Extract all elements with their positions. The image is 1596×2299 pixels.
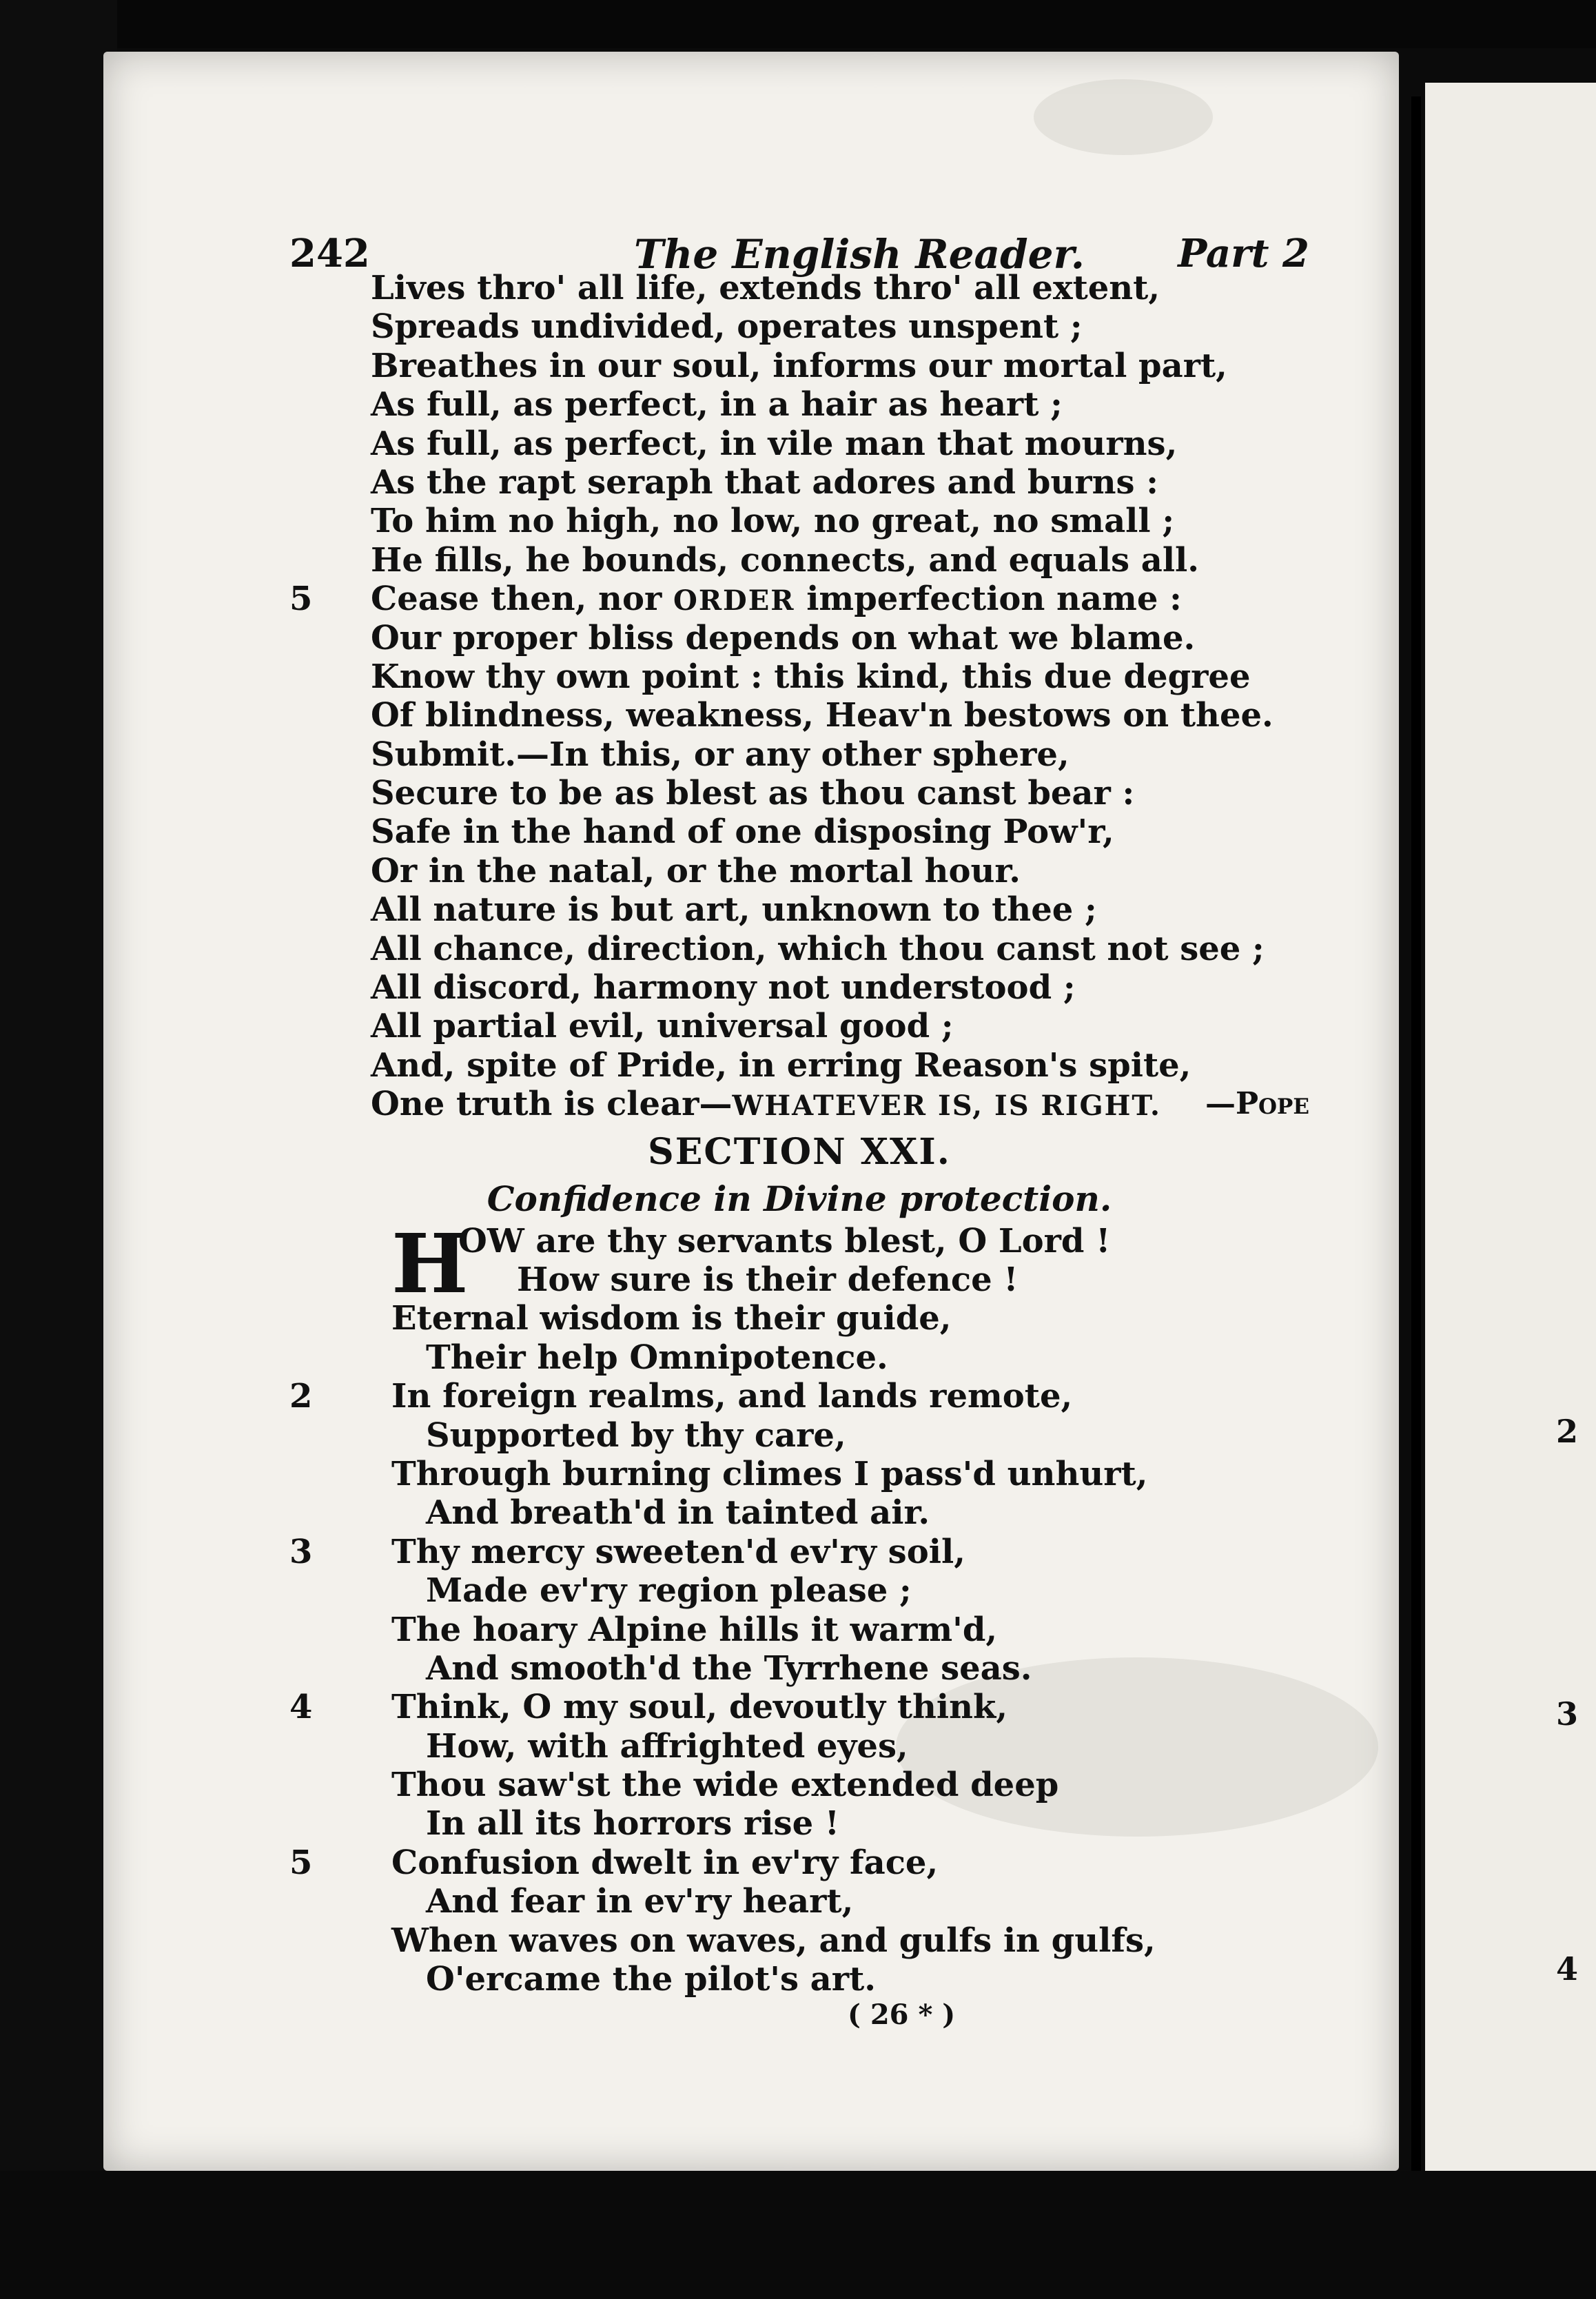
- verse-number: 5: [289, 1843, 313, 1882]
- verse-line: [289, 1260, 1309, 1299]
- verse-number: 3: [289, 1532, 313, 1571]
- verse-line: [289, 696, 1309, 735]
- small-caps-maxim: WHATEVER IS, IS RIGHT.: [732, 1090, 1161, 1123]
- verse-text: Their help Omnipotence.: [426, 1338, 888, 1377]
- verse-line: [289, 502, 1309, 540]
- verse-line: [289, 1960, 1309, 1999]
- verse-number: 5: [289, 580, 313, 619]
- drop-capital: H: [391, 1215, 469, 1311]
- verse-text: The hoary Alpine hills it warm'd,: [391, 1610, 998, 1649]
- verse-line: [289, 1377, 1309, 1416]
- verse-line: [289, 1046, 1309, 1085]
- verse-line: [289, 1921, 1309, 1960]
- verse-number: 2: [289, 1377, 313, 1416]
- poem-lines-part2: [289, 619, 1309, 1085]
- verse-line: [289, 890, 1309, 929]
- verse-line: [289, 1222, 1309, 1260]
- verse-text: Lives thro' all life, extends thro' all extent,: [371, 269, 1160, 307]
- verse-text: Know thy own point : this kind, this due degree: [371, 657, 1251, 696]
- printer-signature-mark: ( 26 * ): [848, 1999, 956, 2031]
- verse-line: [289, 463, 1309, 502]
- verse-text: As full, as perfect, in vile man that mourns,: [371, 424, 1178, 463]
- verse-number: 4: [289, 1688, 313, 1727]
- verse-text: [371, 1085, 1161, 1125]
- verse-line: [289, 852, 1309, 890]
- verse-text: In foreign realms, and lands remote,: [391, 1377, 1073, 1416]
- verse-text: All partial evil, universal good ;: [371, 1007, 954, 1046]
- verse-text: In all its horrors rise !: [426, 1804, 839, 1843]
- scan-border-bottom: [0, 2171, 1596, 2299]
- small-caps-word: ORDER: [673, 584, 795, 617]
- part-label: Part 2: [1178, 231, 1309, 276]
- verse-text: Secure to be as blest as thou canst bear :: [371, 774, 1135, 813]
- verse-text: Our proper bliss depends on what we blame.: [371, 618, 1196, 657]
- verse-line: [289, 619, 1309, 657]
- verse-line: [289, 1688, 1309, 1726]
- verse-line: [289, 1727, 1309, 1766]
- verse-line: [289, 269, 1309, 307]
- verse-line: [289, 657, 1309, 696]
- verse-text: Eternal wisdom is their guide,: [391, 1299, 952, 1338]
- verse-line: [289, 774, 1309, 813]
- verse-line: [289, 1455, 1309, 1493]
- verse-text: Or in the natal, or the mortal hour.: [371, 851, 1021, 890]
- verse-text: All nature is but art, unknown to thee ;: [371, 890, 1097, 930]
- verse-text: [371, 580, 1182, 620]
- author-attribution: —Pope: [1205, 1086, 1309, 1122]
- text-run: Cease then, nor: [371, 580, 673, 619]
- verse-text: And smooth'd the Tyrrhene seas.: [426, 1648, 1032, 1688]
- verse-line: [289, 580, 1309, 618]
- verse-line: [289, 347, 1309, 385]
- verse-line: [289, 1299, 1309, 1338]
- text-run: One truth is clear—: [371, 1085, 733, 1124]
- verse-line: [289, 1571, 1309, 1610]
- verse-text: Spreads undivided, operates unspent ;: [371, 307, 1083, 347]
- verse-text: And, spite of Pride, in erring Reason's spite,: [371, 1045, 1191, 1085]
- verse-text: To him no high, no low, no great, no small ;: [371, 502, 1175, 541]
- verse-line: [289, 1007, 1309, 1045]
- verse-text: Safe in the hand of one disposing Pow'r,: [371, 813, 1114, 852]
- verse-line: [289, 425, 1309, 463]
- hymn-stanzas: [289, 1299, 1309, 1999]
- verse-line: [289, 1533, 1309, 1571]
- verse-text: Think, O my soul, devoutly think,: [391, 1688, 1008, 1727]
- scan-border-left: [0, 0, 117, 2299]
- verse-line: [289, 1843, 1309, 1882]
- verse-line: [289, 1649, 1309, 1688]
- facing-page-edge: [1425, 83, 1596, 2191]
- page-text: [289, 269, 1309, 1999]
- verse-line: [289, 307, 1309, 346]
- verse-text: And breath'd in tainted air.: [426, 1493, 930, 1533]
- section-subtitle: Confidence in Divine protection.: [487, 1178, 1112, 1219]
- verse-text: All chance, direction, which thou canst not see ;: [371, 929, 1265, 968]
- verse-line: [289, 735, 1309, 774]
- verse-text: When waves on waves, and gulfs in gulfs,: [391, 1921, 1156, 1960]
- verse-line: [289, 1416, 1309, 1455]
- verse-text: Supported by thy care,: [426, 1416, 846, 1455]
- verse-line: [289, 1882, 1309, 1921]
- verse-text: OW are thy servants blest, O Lord !: [458, 1221, 1111, 1260]
- facing-verse-number: 2: [1556, 1413, 1579, 1450]
- page-number: 242: [289, 231, 370, 276]
- verse-text: Through burning climes I pass'd unhurt,: [391, 1454, 1148, 1493]
- page-stain: [1034, 79, 1213, 155]
- verse-text: Thy mercy sweeten'd ev'ry soil,: [391, 1532, 965, 1571]
- verse-text: Of blindness, weakness, Heav'n bestows on thee.: [371, 696, 1273, 735]
- verse-line-final: [289, 1085, 1309, 1123]
- verse-text: Confusion dwelt in ev'ry face,: [391, 1843, 939, 1882]
- verse-line: [289, 1611, 1309, 1649]
- facing-verse-number: 4: [1556, 1950, 1579, 1988]
- verse-line: [289, 968, 1309, 1007]
- verse-text: As full, as perfect, in a hair as heart ;: [371, 385, 1063, 425]
- verse-line: [289, 1766, 1309, 1804]
- text-run: imperfection name :: [795, 580, 1182, 619]
- section-title: SECTION XXI.: [648, 1130, 951, 1173]
- verse-text: All discord, harmony not understood ;: [371, 968, 1076, 1008]
- verse-text: Breathes in our soul, informs our mortal part,: [371, 346, 1227, 385]
- hymn: [289, 1215, 1309, 1999]
- verse-line: [289, 1338, 1309, 1377]
- page-gutter: [1411, 96, 1421, 2212]
- verse-line: [289, 385, 1309, 424]
- facing-verse-number: 3: [1556, 1695, 1579, 1733]
- scan-border-top: [0, 0, 1596, 48]
- verse-text: How, with affrighted eyes,: [426, 1726, 908, 1766]
- verse-text: As the rapt seraph that adores and burns :: [371, 462, 1158, 502]
- verse-line: [289, 930, 1309, 968]
- verse-text: Made ev'ry region please ;: [426, 1571, 912, 1611]
- running-title: The English Reader.: [634, 231, 1085, 278]
- verse-text: O'ercame the pilot's art.: [426, 1960, 876, 1999]
- verse-text: How sure is their defence !: [517, 1260, 1019, 1299]
- verse-line: [289, 1493, 1309, 1532]
- verse-text: Submit.—In this, or any other sphere,: [371, 735, 1070, 774]
- verse-text: He fills, he bounds, connects, and equals all.: [371, 540, 1199, 580]
- verse-line: [289, 1804, 1309, 1843]
- verse-text: Thou saw'st the wide extended deep: [391, 1766, 1059, 1805]
- verse-line: [289, 813, 1309, 851]
- verse-line: [289, 541, 1309, 580]
- verse-text: And fear in ev'ry heart,: [426, 1882, 854, 1921]
- poem-lines-part1: [289, 269, 1309, 580]
